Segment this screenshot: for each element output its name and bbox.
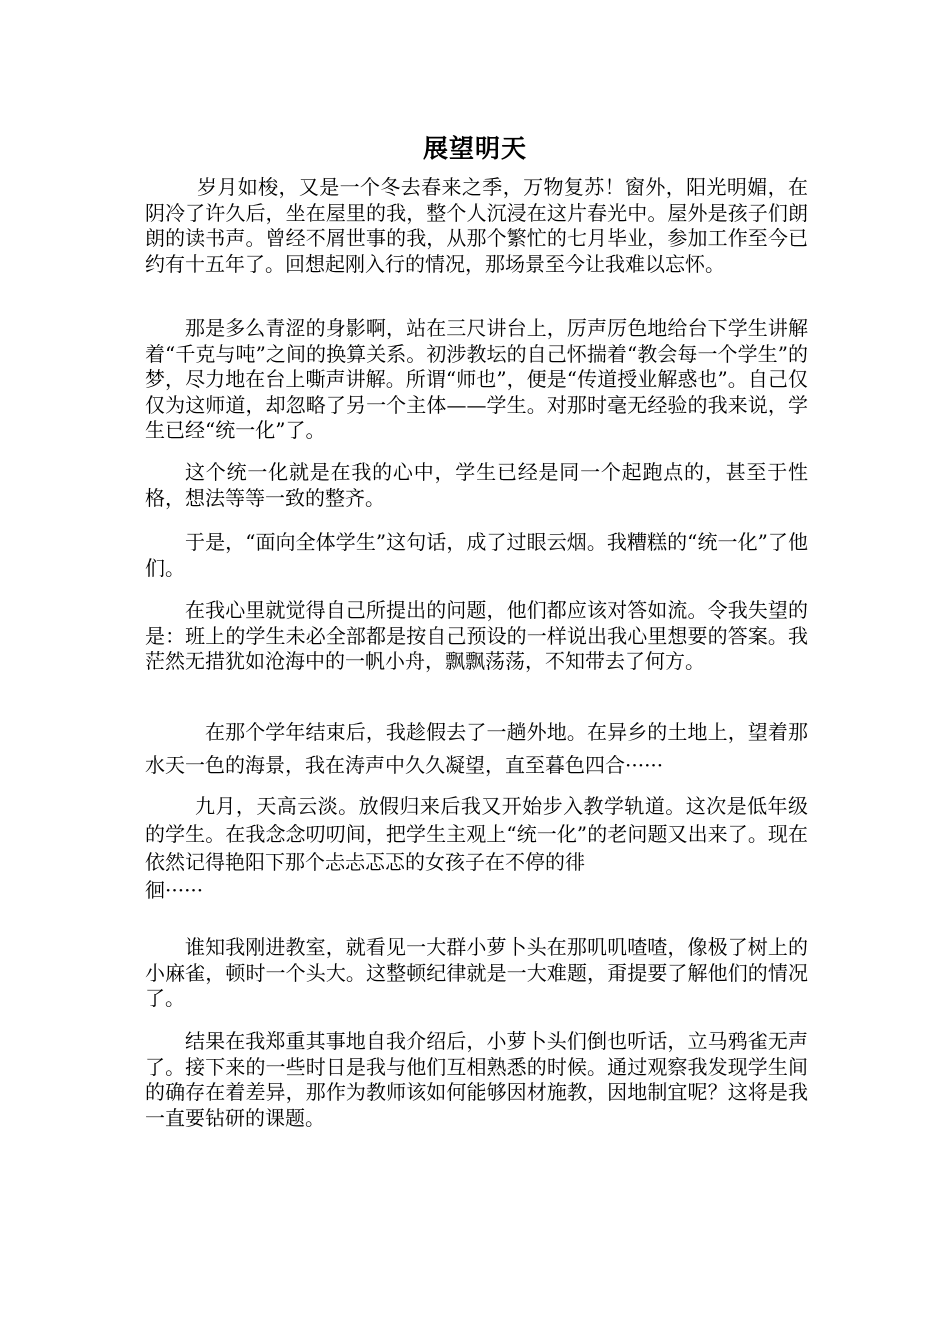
paragraph-3: 这个统一化就是在我的心中，学生已经是同一个起跑点的，甚至于性格，想法等等一致的整齐。 xyxy=(145,460,808,510)
paragraph-7: 九月，天高云淡。放假归来后我又开始步入教学轨道。这次是低年级的学生。在我念念叨叨间，把学生主观上“统一化”的老问题又出来了。现在依然记得艳阳下那个忐忐忑忑的女孩子在不停的徘 xyxy=(145,794,808,874)
paragraph-1: 岁月如梭，又是一个冬去春来之季，万物复苏！窗外，阳光明媚，在阴冷了许久后，坐在屋里的我，整个人沉浸在这片春光中。屋外是孩子们朗朗的读书声。曾经不屑世事的我，从那个繁忙的七月毕业，参加工作至今已约有十五年了。回想起刚入行的情况，那场景至今让我难以忘怀。 xyxy=(145,175,808,276)
paragraph-7-continuation: 徊······ xyxy=(145,878,204,902)
paragraph-4: 于是，“面向全体学生”这句话，成了过眼云烟。我糟糕的“统一化”了他们。 xyxy=(145,530,808,580)
paragraph-6: 在那个学年结束后，我趁假去了一趟外地。在异乡的土地上，望着那水天一色的海景，我在涛声中久久凝望，直至暮色四合······ xyxy=(145,720,808,777)
paragraph-9: 结果在我郑重其事地自我介绍后，小萝卜头们倒也听话，立马鸦雀无声了。接下来的一些时日是我与他们互相熟悉的时候。通过观察我发现学生间的确存在着差异，那作为教师该如何能够因材施教，因地制宜呢？这将是我一直要钻研的课题。 xyxy=(145,1029,808,1130)
document-title: 展望明天 xyxy=(422,134,527,163)
paragraph-2: 那是多么青涩的身影啊，站在三尺讲台上，厉声厉色地给台下学生讲解着“千克与吨”之间的换算关系。初涉教坛的自己怀揣着“教会每一个学生”的梦，尽力地在台上嘶声讲解。所谓“师也”，便是“传道授业解惑也”。自己仅仅为这师道，却忽略了另一个主体——学生。对那时毫无经验的我来说，学生已经“统一化”了。 xyxy=(145,316,808,443)
paragraph-5: 在我心里就觉得自己所提出的问题，他们都应该对答如流。令我失望的是：班上的学生未必全部都是按自己预设的一样说出我心里想要的答案。我茫然无措犹如沧海中的一帆小舟，飘飘荡荡，不知带去了何方。 xyxy=(145,598,808,674)
paragraph-8: 谁知我刚进教室，就看见一大群小萝卜头在那叽叽喳喳，像极了树上的小麻雀，顿时一个头大。这整顿纪律就是一大难题，甭提要了解他们的情况了。 xyxy=(145,935,808,1011)
